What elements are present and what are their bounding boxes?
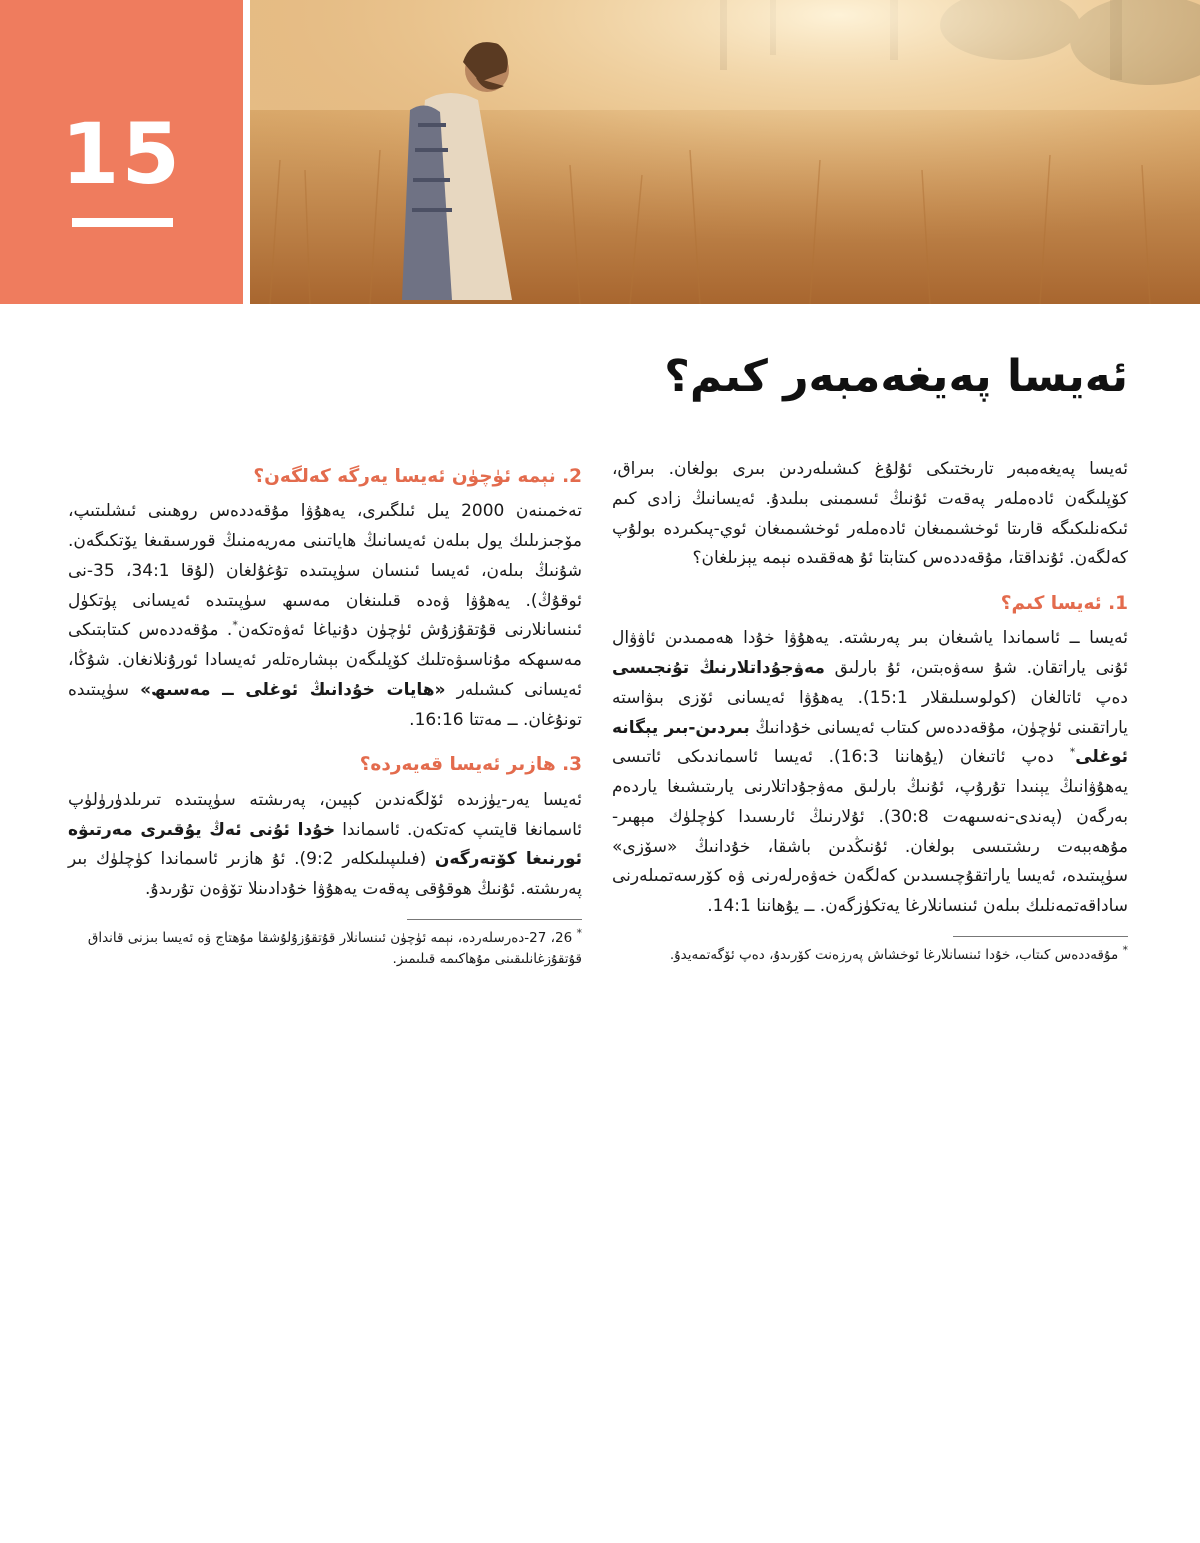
footnote-text: 26، 27-دەرسلەردە، نېمە ئۈچۈن ئىنسانلار قۇتقۇزۇلۇشقا مۇھتاج ۋە ئەيسا بىزنى قانداق قۇتقۇزغانلىقىنى مۇھاكىمە قىلىمىز.: [87, 929, 582, 968]
section-2-text: تەخمىنەن 2000 يىل ئىلگىرى، يەھۇۋا مۇقەددەس روھىنى ئىشلىتىپ، مۆجىزىلىك يول بىلەن ئەيسانىڭ ھاياتىنى مەريەمنىڭ قورسىقىغا يۆتكىگەن. شۇنىڭ بىلەن، ئەيسا ئىنسان سۈپىتىدە تۇغۇلغان (لۇقا 34:1، 35-نى ئوقۇڭ). يەھۇۋا ۋەدە قىلىنغان مەسىھ سۈپىتىدە ئەيسانى پۈتكۈل ئىنسانلارنى قۇتقۇزۇش ئۈچۈن دۇنياغا ئەۋەتكەن: [68, 501, 583, 641]
section-1-heading: 1. ئەيسا كىم؟: [1000, 593, 1128, 614]
footnote-divider: [953, 936, 1128, 937]
jesus-field-photo: [250, 0, 1200, 304]
footnote-marker: *: [232, 618, 238, 632]
footnote-divider: [407, 919, 582, 920]
lesson-number: 15: [61, 105, 182, 203]
footnote-left: [68, 928, 582, 971]
section-1-text: دەپ ئاتىغان (يۇھاننا 16:3). ئەيسا ئاسماندىكى ئاتىسى يەھۇۋانىڭ يېنىدا تۇرۇپ، ئۇنىڭ بارلىق مەۋجۇداتلارنى يارىتىشىغا ياردەم بەرگەن (پەندى-نەسىھەت 30:8). ئۇلارنىڭ ئارىسىدا كۈچلۈك مېھىر-مۇھەببەت رىشتىسى بولغان. ئۇنىڭدىن باشقا، خۇدانىڭ «سۆزى» سۈپىتىدە، ئەيسا ياراتقۇچىسىدىن كەلگەن خەۋەرلەرنى ۋە كۆرسەتمىلەرنى ساداقەتمەنلىك بىلەن ئىنسانلارغا يەتكۈزگەن. ــ يۇھاننا 14:1.: [612, 747, 1128, 917]
section-3-text: (فىلىپىلىكلەر 9:2). ئۇ ھازىر ئاسماندا كۈچلۈك بىر پەرىشتە. ئۇنىڭ ھوقۇقى پەقەت يەھۇۋا خۇدادىنلا تۆۋەن تۇرىدۇ.: [68, 849, 582, 899]
section-1-bold: مەۋجۇداتلارنىڭ تۇنجىسى: [612, 658, 825, 679]
section-1-text: ئەيسا ــ ئاسماندا ياشىغان بىر پەرىشتە. يەھۇۋا خۇدا ھەممىدىن ئاۋۋال ئۇنى ياراتقان. شۇ سەۋەبتىن، ئۇ بارلىق: [612, 628, 1129, 679]
section-3-bold: خۇدا ئۇنى ئەڭ يۇقىرى مەرتىۋە ئورنىغا كۆتەرگەن: [68, 819, 583, 870]
footnote-marker: *: [1069, 745, 1076, 759]
section-1-bold: بىردىن-بىر يېگانە ئوغلى: [612, 717, 1128, 768]
field-illustration: [250, 0, 1200, 304]
footnote-marker: *: [576, 926, 582, 940]
lesson-title: ئەيسا پەيغەمبەر كىم؟: [664, 351, 1128, 402]
section-3-heading: 3. ھازىر ئەيسا قەيەردە؟: [359, 754, 582, 776]
footnote-marker: *: [1122, 943, 1128, 957]
section-2-heading: 2. نېمە ئۈچۈن ئەيسا يەرگە كەلگەن؟: [253, 466, 582, 487]
right-column: [612, 455, 1128, 980]
section-2-text: سۈپىتىدە تونۇغان. ــ مەتتا 16:16.: [68, 679, 582, 730]
section-1-text: دەپ ئاتالغان (كولوسىلىقلار 15:1). يەھۇۋا ئەيسانى ئۆزى بىۋاستە ياراتقىنى ئۈچۈن، مۇقەددەس كىتاب ئەيسانى خۇدانىڭ: [612, 687, 1128, 738]
section-3-text: ئەيسا يەر-يۈزىدە ئۆلگەندىن كېيىن، پەرىشتە سۈپىتىدە تىرىلدۈرۈلۈپ ئاسمانغا قايتىپ كەتكەن. ئاسماندا: [68, 789, 582, 840]
section-3-paragraph: [68, 786, 582, 905]
intro-paragraph: ئەيسا پەيغەمبەر تارىختىكى ئۇلۇغ كىشىلەردىن بىرى بولغان. بىراق، كۆپلىگەن ئادەملەر پەقەت ئۇنىڭ ئىسمىنى بىلىدۇ. ئەيسانىڭ زادى كىم ئىكەنلىكىگە قارىتا ئوخشىمىغان ئادەملەر ئوخشىمىغان ئوي-پىكىردە بولۇپ كەلگەن. ئۇنداقتا، مۇقەددەس كىتابتا ئۇ ھەققىدە نېمە يېزىلغان؟: [612, 459, 1128, 569]
footnote-right: [612, 945, 1128, 967]
footnote-text: مۇقەددەس كىتاب، خۇدا ئىنسانلارغا ئوخشاش پەرزەنت كۆرىدۇ، دەپ ئۆگەتمەيدۇ.: [669, 946, 1119, 963]
lesson-banner: [0, 0, 1200, 304]
section-2-bold: «ھايات خۇدانىڭ ئوغلى ــ مەسىھ»: [140, 679, 446, 700]
section-1-paragraph: [612, 624, 1128, 922]
section-2-text: . مۇقەددەس كىتابتىكى مەسىھكە مۇناسىۋەتلىك كۆپلىگەن بېشارەتلەر ئەيسادا ئورۇنلانغان. شۇڭا، ئەيسانى كىشىلەر: [68, 620, 582, 700]
lesson-number-underline: [72, 218, 173, 227]
left-column: [68, 455, 582, 985]
section-2-paragraph: [68, 497, 582, 735]
lesson-number-box: [0, 0, 243, 304]
